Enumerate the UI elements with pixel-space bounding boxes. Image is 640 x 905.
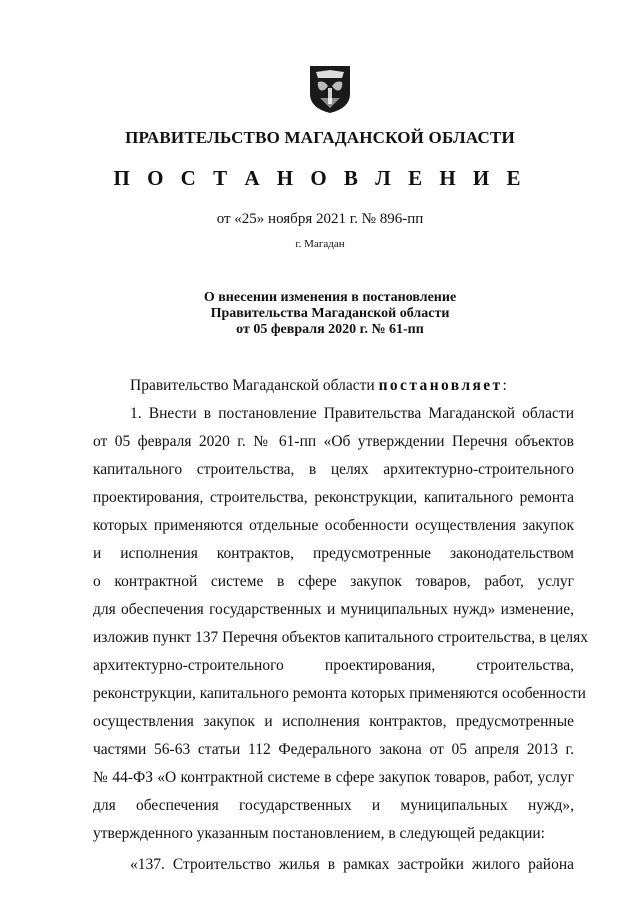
body-line: «137. Строительство жилья в рамках застройки жилого района [130, 856, 574, 873]
intro-verb: постановляет [378, 377, 503, 394]
body-line: 1. Внести в постановление Правительства Магаданской области [130, 405, 574, 422]
intro-colon: : [502, 377, 507, 394]
body-line: реконструкции, капитального ремонта которых применяются особенности [93, 685, 586, 702]
body-line: архитектурно-строительного проектирования, строительства, [93, 657, 574, 674]
place-of-issue: г. Магадан [295, 238, 345, 250]
intro-text: Правительство Магаданской области [130, 377, 379, 394]
body-line: капитального строительства, в целях архитектурно-строительного [93, 461, 574, 478]
body-line: которых применяются отдельные особенности осуществления закупок [93, 517, 574, 534]
subject-line: Правительства Магаданской области [210, 306, 450, 321]
body-line: для обеспечения государственных и муниципальных нужд» изменение, [93, 601, 574, 618]
body-line: для обеспечения государственных и муниципальных нужд», [93, 797, 574, 814]
body-line: проектирования, строительства, реконструкции, капитального ремонта [93, 489, 574, 506]
body-line: осуществления закупок и исполнения контрактов, предусмотренные [93, 713, 574, 730]
coat-of-arms-icon [308, 64, 352, 114]
organization-title: ПРАВИТЕЛЬСТВО МАГАДАНСКОЙ ОБЛАСТИ [125, 128, 515, 147]
intro-paragraph [130, 376, 507, 396]
body-line: утвержденного указанным постановлением, в следующей редакции: [93, 825, 545, 842]
document-subject [0, 290, 640, 338]
body-line: и исполнения контрактов, предусмотренные законодательством [93, 545, 574, 562]
subject-line: О внесении изменения в постановление [203, 290, 457, 305]
body-line: № 44-ФЗ «О контрактной системе в сфере закупок товаров, работ, услуг [93, 769, 574, 786]
body-line: изложив пункт 137 Перечня объектов капитального строительства, в целях [93, 629, 589, 646]
date-number: от «25» ноября 2021 г. № 896-пп [216, 211, 424, 227]
body-line: о контрактной системе в сфере закупок товаров, работ, услуг [93, 573, 574, 590]
body-line: от 05 февраля 2020 г. № 61-пп «Об утверждении Перечня объектов [93, 433, 574, 450]
body-line: частями 56-63 статьи 112 Федерального закона от 05 апреля 2013 г. [93, 741, 574, 758]
document-type-title: П О С Т А Н О В Л Е Н И Е [113, 166, 527, 190]
subject-line: от 05 февраля 2020 г. № 61-пп [236, 322, 424, 337]
